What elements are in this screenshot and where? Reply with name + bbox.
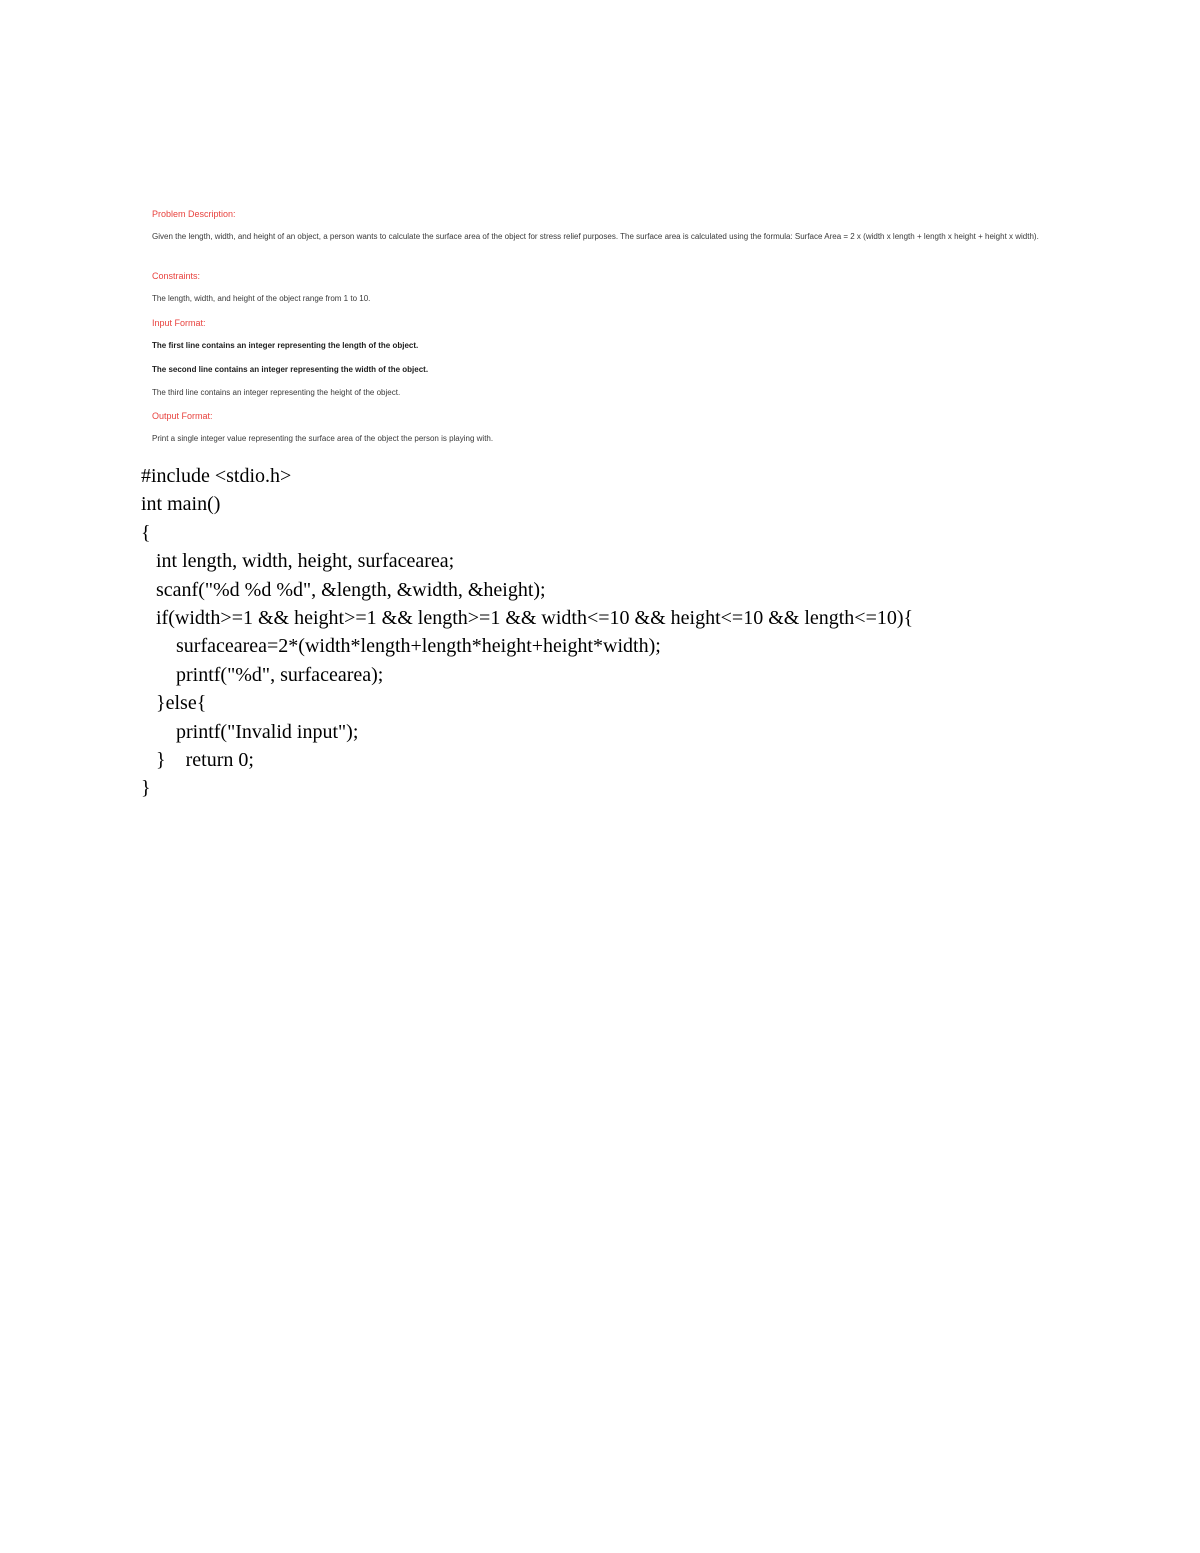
output-format-heading: Output Format: <box>152 411 213 421</box>
input-format-heading: Input Format: <box>152 318 206 328</box>
description-heading: Problem Description: <box>152 209 236 219</box>
code-line: }else{ <box>141 692 207 715</box>
code-listing <box>141 462 1141 803</box>
code-line: } <box>141 777 151 800</box>
code-line: int length, width, height, surfacearea; <box>141 550 455 573</box>
code-line: scanf("%d %d %d", &length, &width, &height); <box>141 578 546 601</box>
input-format-line-length: The first line contains an integer representing the length of the object. <box>152 341 419 350</box>
code-line: #include <stdio.h> <box>141 465 292 487</box>
output-format-text: Print a single integer value representing the surface area of the object the person is playing with. <box>152 434 494 443</box>
description-text: Given the length, width, and height of an object, a person wants to calculate the surface area of the object for stress relief purposes. The surface area is calculated using the formula: Surface Area = 2 x (width x length + length x height + height x width). <box>152 232 1039 241</box>
code-line: surfacearea=2*(width*length+length*height+height*width); <box>141 635 661 658</box>
code-line: printf("Invalid input"); <box>141 720 359 743</box>
code-line: if(width>=1 && height>=1 && length>=1 && width<=10 && height<=10 && length<=10){ <box>141 606 914 629</box>
constraints-heading: Constraints: <box>152 271 201 281</box>
code-line: int main() <box>141 493 221 516</box>
input-format-line-height: The third line contains an integer representing the height of the object. <box>152 388 401 397</box>
constraints-text: The length, width, and height of the object range from 1 to 10. <box>152 294 371 303</box>
code-line: } return 0; <box>141 748 254 771</box>
code-line: printf("%d", surfacearea); <box>141 663 384 686</box>
code-line: { <box>141 521 151 544</box>
input-format-line-width: The second line contains an integer representing the width of the object. <box>152 365 429 374</box>
